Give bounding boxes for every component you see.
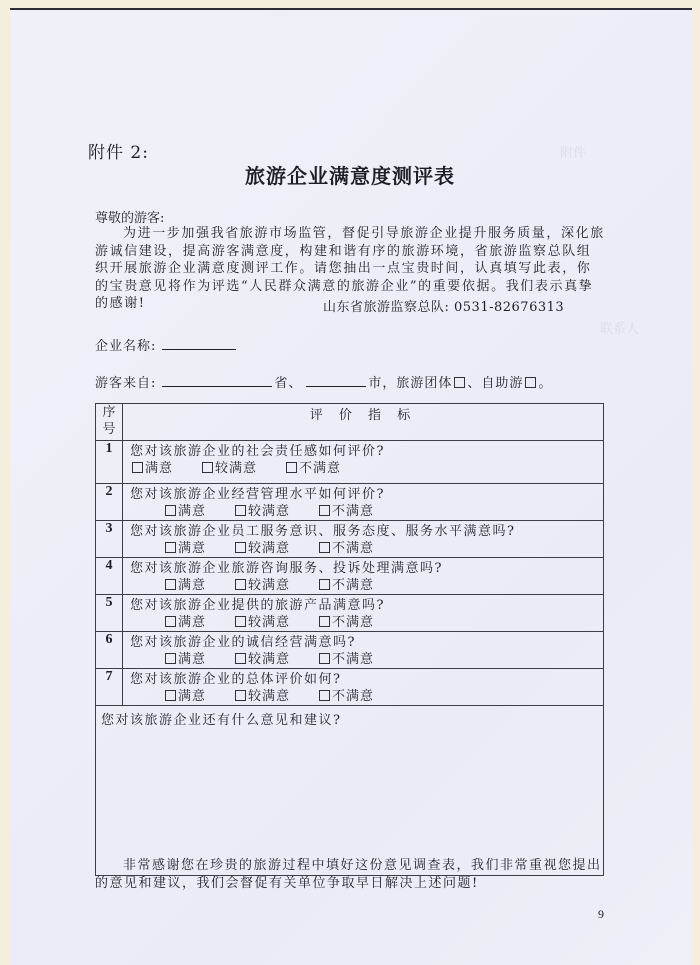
option-label: 不满意 <box>332 615 375 630</box>
self-guided-checkbox[interactable] <box>525 377 536 388</box>
table-header-row <box>96 404 604 441</box>
checkbox-dissatisfied[interactable] <box>319 579 330 590</box>
option-satisfied[interactable] <box>163 577 206 594</box>
question-row <box>96 484 604 521</box>
attachment-label: 附件 2: <box>88 143 149 163</box>
checkbox-dissatisfied[interactable] <box>319 690 330 701</box>
option-satisfied[interactable] <box>130 460 173 477</box>
checkbox-satisfied[interactable] <box>132 462 143 473</box>
checkbox-fairly-satisfied[interactable] <box>202 462 213 473</box>
option-label: 满意 <box>178 578 207 593</box>
option-label: 较满意 <box>248 652 291 667</box>
checkbox-satisfied[interactable] <box>165 616 176 627</box>
question-cell <box>123 441 604 484</box>
suggestion-cell[interactable] <box>96 706 604 876</box>
bleed-through-mark: 联系人 <box>600 322 640 337</box>
option-satisfied[interactable] <box>163 651 206 668</box>
option-label: 满意 <box>178 615 207 630</box>
greeting: 尊敬的游客: <box>95 211 165 226</box>
rating-options <box>123 540 603 557</box>
option-label: 较满意 <box>248 615 291 630</box>
rating-options <box>123 614 603 631</box>
bleed-through-mark: 附件 <box>560 146 587 161</box>
checkbox-satisfied[interactable] <box>165 579 176 590</box>
company-name-label: 企业名称: <box>95 339 157 354</box>
option-label: 不满意 <box>332 689 375 704</box>
rating-options <box>123 503 603 520</box>
checkbox-fairly-satisfied[interactable] <box>235 505 246 516</box>
question-row <box>96 669 604 706</box>
rating-options <box>123 651 603 668</box>
option-label: 不满意 <box>299 461 342 476</box>
rating-options <box>123 460 603 477</box>
option-satisfied[interactable] <box>163 540 206 557</box>
question-cell <box>123 632 604 669</box>
company-name-row <box>95 335 236 354</box>
option-label: 满意 <box>178 652 207 667</box>
option-fairly-satisfied[interactable] <box>233 614 290 631</box>
option-fairly-satisfied[interactable] <box>233 651 290 668</box>
suggestion-row <box>96 706 604 876</box>
option-satisfied[interactable] <box>163 688 206 705</box>
question-text: 您对该旅游企业的总体评价如何? <box>130 672 342 687</box>
page-number: 9 <box>598 907 604 921</box>
question-number: 3 <box>96 521 123 558</box>
option-label: 满意 <box>178 689 207 704</box>
option-label: 满意 <box>178 541 207 556</box>
rating-options <box>123 577 603 594</box>
checkbox-satisfied[interactable] <box>165 542 176 553</box>
option-fairly-satisfied[interactable] <box>233 577 290 594</box>
checkbox-satisfied[interactable] <box>165 653 176 664</box>
question-text: 您对该旅游企业提供的旅游产品满意吗? <box>130 598 385 613</box>
city-field[interactable] <box>306 372 366 387</box>
option-dissatisfied[interactable] <box>317 540 374 557</box>
signature-line: 山东省旅游监察总队: 0531-82676313 <box>323 300 565 315</box>
question-cell <box>123 669 604 706</box>
question-text: 您对该旅游企业员工服务意识、服务态度、服务水平满意吗? <box>130 524 516 539</box>
evaluation-table <box>95 403 604 876</box>
option-fairly-satisfied[interactable] <box>233 540 290 557</box>
question-number: 1 <box>96 441 123 484</box>
province-suffix: 省、 <box>274 376 303 391</box>
checkbox-fairly-satisfied[interactable] <box>235 579 246 590</box>
checkbox-fairly-satisfied[interactable] <box>235 653 246 664</box>
option-label: 不满意 <box>332 578 375 593</box>
question-cell <box>123 595 604 632</box>
visitor-from-label: 游客来自: <box>95 376 157 391</box>
question-text: 您对该旅游企业旅游咨询服务、投诉处理满意吗? <box>130 561 443 576</box>
question-row <box>96 632 604 669</box>
form-title: 旅游企业满意度测评表 <box>245 164 455 188</box>
option-dissatisfied[interactable] <box>317 503 374 520</box>
header-seq-line1: 序 <box>102 405 116 420</box>
question-number: 2 <box>96 484 123 521</box>
question-cell <box>123 521 604 558</box>
option-label: 较满意 <box>248 689 291 704</box>
question-text: 您对该旅游企业的社会责任感如何评价? <box>130 444 385 459</box>
row-end: 。 <box>538 376 553 391</box>
company-name-field[interactable] <box>162 335 236 350</box>
option-dissatisfied[interactable] <box>317 614 374 631</box>
question-number: 7 <box>96 669 123 706</box>
option-fairly-satisfied[interactable] <box>233 503 290 520</box>
question-text: 您对该旅游企业的诚信经营满意吗? <box>130 635 356 650</box>
checkbox-dissatisfied[interactable] <box>319 505 330 516</box>
question-cell <box>123 484 604 521</box>
tour-group-checkbox[interactable] <box>454 377 465 388</box>
option-label: 较满意 <box>248 504 291 519</box>
option-label: 满意 <box>178 504 207 519</box>
header-criteria: 评 价 指 标 <box>123 404 604 441</box>
checkbox-dissatisfied[interactable] <box>286 462 297 473</box>
province-field[interactable] <box>162 372 272 387</box>
option-dissatisfied[interactable] <box>284 460 341 477</box>
option-dissatisfied[interactable] <box>317 688 374 705</box>
checkbox-fairly-satisfied[interactable] <box>235 616 246 627</box>
checkbox-dissatisfied[interactable] <box>319 653 330 664</box>
question-number: 5 <box>96 595 123 632</box>
question-row <box>96 595 604 632</box>
suggestion-prompt: 您对该旅游企业还有什么意见和建议? <box>101 713 342 728</box>
question-row <box>96 441 604 484</box>
intro-paragraph: 为进一步加强我省旅游市场监管，督促引导旅游企业提升服务质量，深化旅游诚信建设，提高游客满意度，构建和谐有序的旅游环境，省旅游监察总队组织开展旅游企业满意度测评工作。请您抽出一点宝贵时间，认真填写此表，你的宝贵意见将作为评选“人民群众满意的旅游企业”的重要依据。我们表示真挚的感谢! <box>95 226 605 311</box>
checkbox-fairly-satisfied[interactable] <box>235 690 246 701</box>
checkbox-satisfied[interactable] <box>165 690 176 701</box>
question-text: 您对该旅游企业经营管理水平如何评价? <box>130 487 385 502</box>
question-number: 6 <box>96 632 123 669</box>
option-fairly-satisfied[interactable] <box>200 460 257 477</box>
checkbox-fairly-satisfied[interactable] <box>235 542 246 553</box>
city-suffix: 市，旅游团体 <box>368 376 453 391</box>
checkbox-dissatisfied[interactable] <box>319 542 330 553</box>
option-label: 较满意 <box>248 541 291 556</box>
option-satisfied[interactable] <box>163 503 206 520</box>
option-label: 较满意 <box>215 461 258 476</box>
option-fairly-satisfied[interactable] <box>233 688 290 705</box>
rating-options <box>123 688 603 705</box>
checkbox-satisfied[interactable] <box>165 505 176 516</box>
option-dissatisfied[interactable] <box>317 577 374 594</box>
header-seq <box>96 404 123 441</box>
checkbox-dissatisfied[interactable] <box>319 616 330 627</box>
visitor-origin-row <box>95 372 552 391</box>
option-dissatisfied[interactable] <box>317 651 374 668</box>
question-row <box>96 558 604 595</box>
option-label: 较满意 <box>248 578 291 593</box>
option-label: 不满意 <box>332 504 375 519</box>
self-guided-label: 、自助游 <box>467 376 524 391</box>
question-number: 4 <box>96 558 123 595</box>
option-satisfied[interactable] <box>163 614 206 631</box>
question-cell <box>123 558 604 595</box>
header-seq-line2: 号 <box>102 422 116 437</box>
thanks-paragraph: 非常感谢您在珍贵的旅游过程中填好这份意见调查表，我们非常重视您提出的意见和建议，我们会督促有关单位争取早日解决上述问题! <box>95 858 602 891</box>
option-label: 不满意 <box>332 541 375 556</box>
question-row <box>96 521 604 558</box>
option-label: 不满意 <box>332 652 375 667</box>
option-label: 满意 <box>145 461 174 476</box>
